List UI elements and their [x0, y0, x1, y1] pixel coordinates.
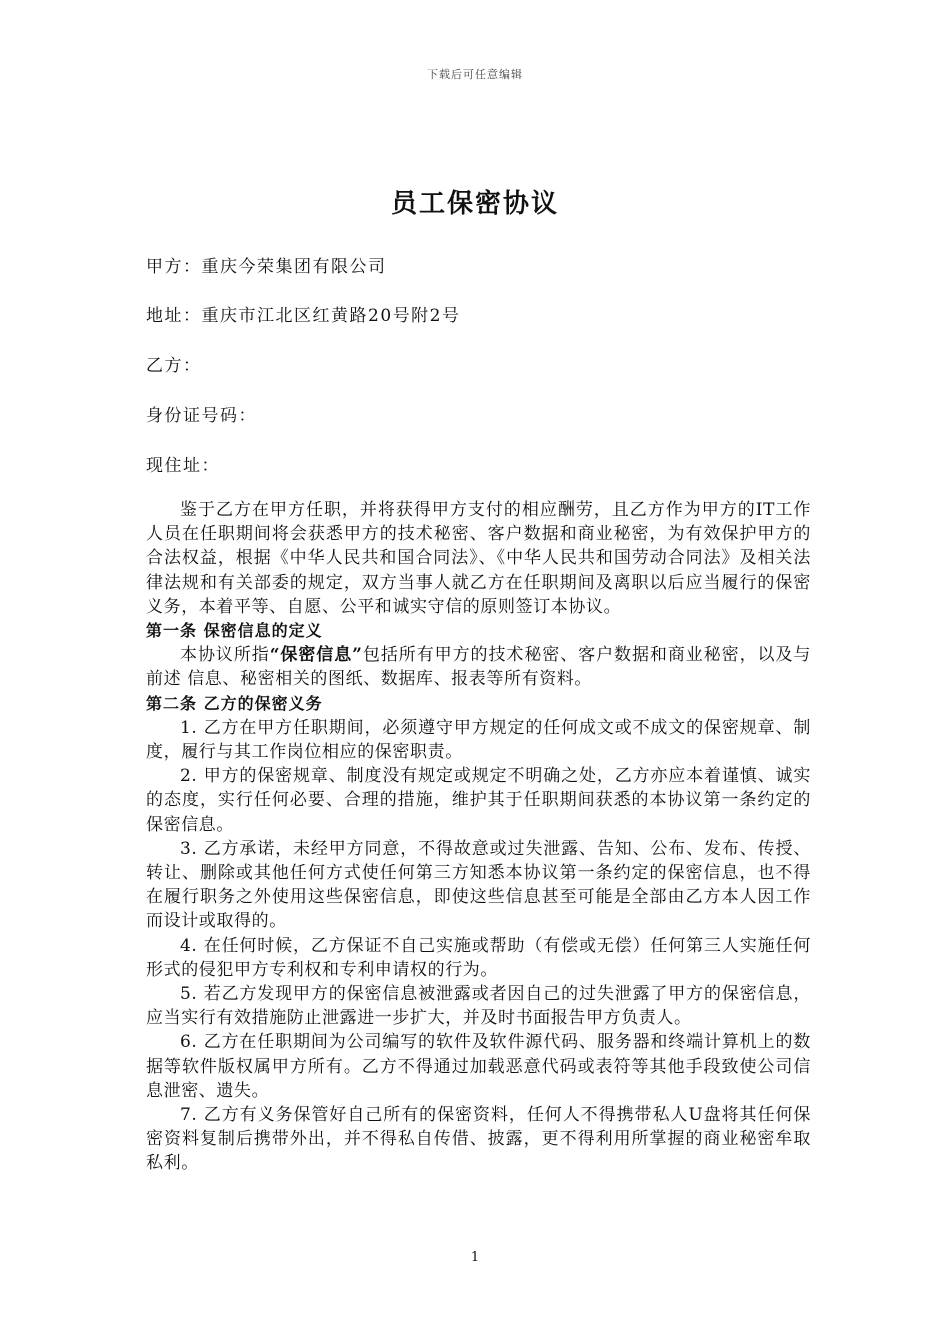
- article-2-item: 5. 若乙方发现甲方的保密信息被泄露或者因自己的过失泄露了甲方的保密信息，应当实行有效措施防止泄露进一步扩大，并及时书面报告甲方负责人。: [146, 984, 811, 1029]
- article-2-item: 3. 乙方承诺，未经甲方同意，不得故意或过失泄露、告知、公布、发布、传授、转让、删除或其他任何方式使任何第三方知悉本协议第一条约定的保密信息，也不得在履行职务之外使用这些保密信息，即使这些信息甚至可能是全部由乙方本人因工作而设计或取得的。: [146, 838, 811, 932]
- article-2-item: 4. 在任何时候，乙方保证不自己实施或帮助（有偿或无偿）任何第三人实施任何形式的侵犯甲方专利权和专利申请权的行为。: [146, 935, 811, 980]
- page-number: 1: [470, 1250, 480, 1265]
- address-line: 地址：重庆市江北区红黄路20号附2号: [146, 306, 461, 326]
- article-2-item: 7. 乙方有义务保管好自己所有的保密资料，任何人不得携带私人U盘将其任何保密资料复制后携带外出，并不得私自传借、披露，更不得利用所掌握的商业秘密牟取私利。: [146, 1105, 811, 1174]
- article-2-item: 1. 乙方在甲方任职期间，必须遵守甲方规定的任何成文或不成文的保密规章、制度，履行与其工作岗位相应的保密职责。: [146, 717, 811, 763]
- party-a-line: 甲方：重庆今荣集团有限公司: [146, 257, 387, 277]
- article-2-item: 2. 甲方的保密规章、制度没有规定或规定不明确之处，乙方亦应本着谨慎、诚实的态度，实行任何必要、合理的措施，维护其于任职期间获悉的本协议第一条约定的保密信息。: [146, 766, 811, 835]
- article-2-item: 6. 乙方在任职期间为公司编写的软件及软件源代码、服务器和终端计算机上的数据等软件版权属甲方所有。乙方不得通过加载恶意代码或表符等其他手段致使公司信息泄密、遗失。: [146, 1032, 811, 1101]
- article-1-heading: 第一条 保密信息的定义: [146, 621, 323, 641]
- article-1-text-after: 包括所有甲方的技术秘密、客户数据和商业秘密，以及与前述 信息、秘密相关的图纸、数据库、报表等所有资料。: [146, 645, 812, 690]
- article-1-paragraph: [146, 643, 811, 691]
- id-number-line: 身份证号码：: [146, 406, 257, 426]
- header-note: 下载后可任意编辑: [427, 68, 523, 81]
- party-b-line: 乙方：: [146, 356, 202, 376]
- agreement-body: [146, 498, 811, 1176]
- document-title: 员工保密协议: [390, 189, 559, 219]
- preamble-paragraph: 鉴于乙方在甲方任职，并将获得甲方支付的相应酬劳，且乙方作为甲方的IT工作人员在任职期间将会获悉甲方的技术秘密、客户数据和商业秘密，为有效保护甲方的合法权益，根据《中华人民共和国合同法》、《中华人民共和国劳动合同法》及相关法律法规和有关部委的规定，双方当事人就乙方在任职期间及离职以后应当履行的保密义务，本着平等、自愿、公平和诚实守信的原则签订本协议。: [146, 500, 811, 617]
- article-2-heading: 第二条 乙方的保密义务: [146, 693, 323, 713]
- confidential-info-term: “保密信息”: [269, 645, 363, 666]
- current-address-line: 现住址：: [146, 456, 220, 476]
- article-1-text-before: 本协议所指: [180, 645, 270, 666]
